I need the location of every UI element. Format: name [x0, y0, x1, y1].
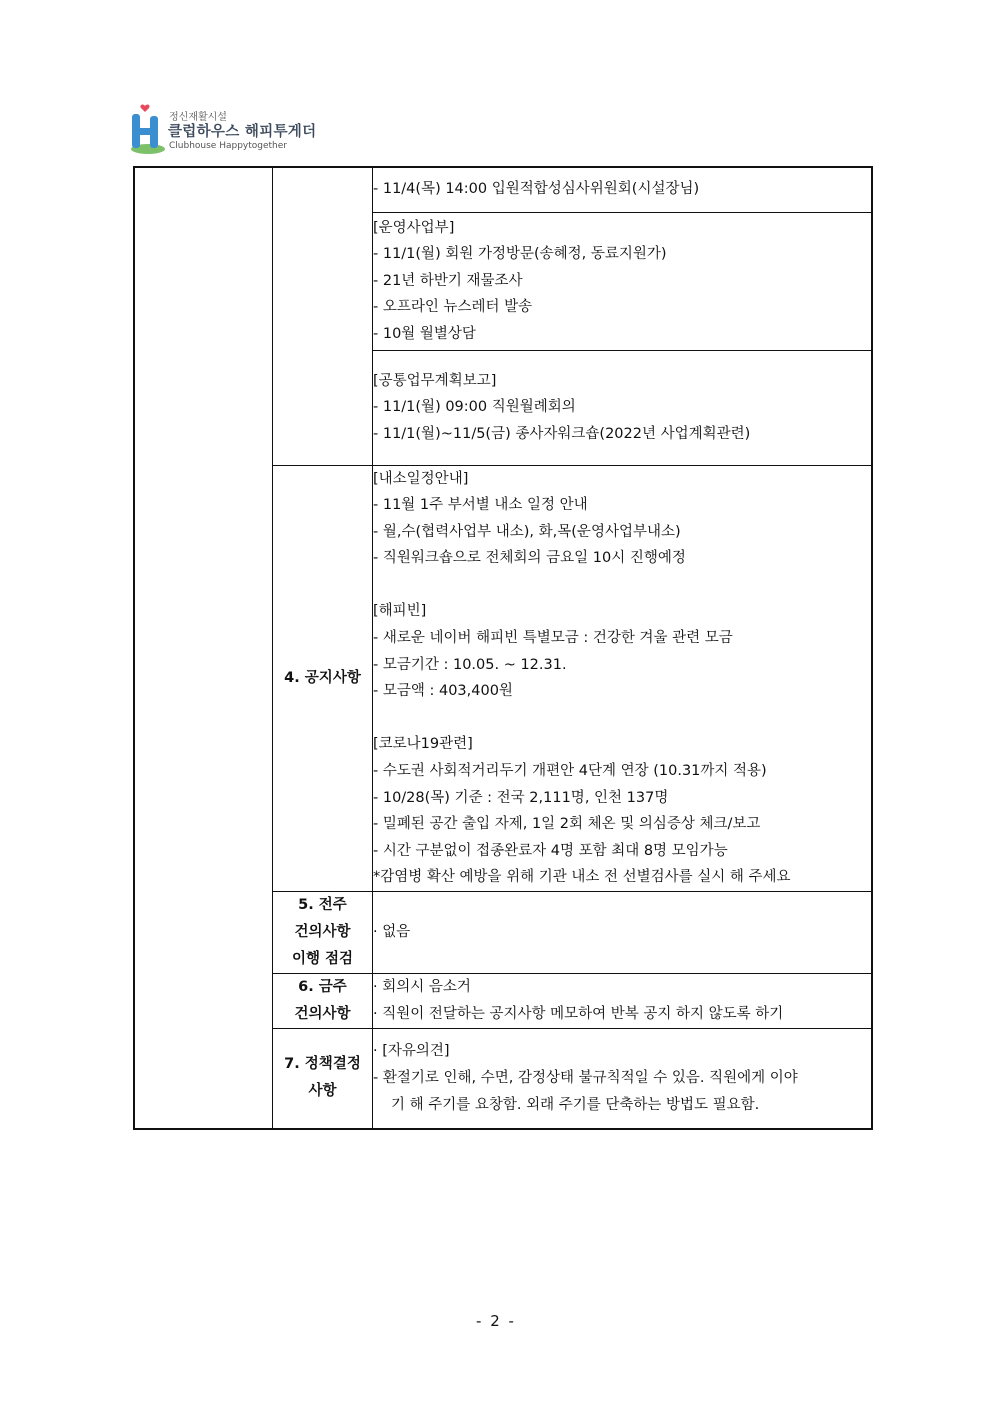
text-line: - 수도권 사회적거리두기 개편안 4단계 연장 (10.31까지 적용) [373, 763, 767, 780]
notices-label [273, 465, 373, 892]
section-heading: [코로나19관련] [373, 736, 473, 753]
section-heading: [내소일정안내] [373, 470, 469, 487]
empty-left-column [134, 167, 273, 1129]
text-line: - 11/4(목) 14:00 입원적합성심사위원회(시설장님) [373, 181, 700, 198]
text-line: - 10/28(목) 기준 : 전국 2,111명, 인천 137명 [373, 789, 669, 806]
policy-decisions-cell [373, 1029, 873, 1129]
logo-h-mark-icon [128, 102, 168, 158]
label-line: 5. 전주 [298, 897, 347, 913]
logo-english-name: Clubhouse Happytogether [169, 141, 287, 151]
text-line: - 오프라인 뉴스레터 발송 [373, 299, 533, 316]
common-plan-cell [373, 350, 873, 465]
label-line: 건의사항 [294, 1006, 351, 1022]
text-line: - 10월 월별상담 [373, 325, 476, 342]
section-heading: [해피빈] [373, 603, 427, 620]
text-line: - 11/1(월) 09:00 직원월례회의 [373, 399, 576, 416]
section-heading: [운영사업부] [373, 219, 455, 236]
label-line: 7. 정책결정 [284, 1056, 361, 1073]
spacer [373, 572, 871, 599]
text-line: *감염병 확산 예방을 위해 기관 내소 전 선별검사를 실시 해 주세요 [373, 869, 791, 886]
text-line: · 회의시 음소거 [373, 979, 471, 996]
policy-decisions-label [273, 1029, 373, 1129]
this-week-suggestions-cell [373, 974, 873, 1029]
text-line: - 직원워크숍으로 전체회의 금요일 10시 진행예정 [373, 550, 686, 567]
text-line: - 월,수(협력사업부 내소), 화,목(운영사업부내소) [373, 523, 681, 540]
schedule-cell [373, 167, 873, 212]
text-line: - 환절기로 인해, 수면, 감정상태 불규칙적일 수 있음. 직원에게 이야 [373, 1069, 798, 1086]
text-line: - 모금기간 : 10.05. ~ 12.31. [373, 656, 567, 673]
logo-subtitle: 정신재활시설 [169, 112, 227, 123]
notices-cell [373, 465, 873, 892]
clubhouse-logo [128, 102, 368, 158]
label-line: 사항 [308, 1083, 337, 1100]
text-line: - 21년 하반기 재물조사 [373, 272, 523, 289]
row-label-empty [273, 167, 373, 465]
meeting-minutes-table [133, 166, 873, 1130]
notices-label-text: 4. 공지사항 [284, 669, 361, 686]
text-line: · 직원이 전달하는 공지사항 메모하여 반복 공지 하지 않도록 하기 [373, 1006, 784, 1022]
this-week-suggestions-label [273, 974, 373, 1029]
label-line: 6. 금주 [298, 979, 347, 995]
text-line: - 시간 구분없이 접종완료자 4명 포함 최대 8명 모임가능 [373, 842, 728, 859]
text-line: 기 해 주기를 요창함. 외래 주기를 단축하는 방법도 필요함. [391, 1096, 760, 1113]
text-line: - 11/1(월) 회원 가정방문(송혜정, 동료지원가) [373, 246, 667, 263]
label-line: 이행 점검 [291, 951, 354, 967]
text-line: - 11월 1주 부서별 내소 일정 안내 [373, 497, 588, 514]
operations-dept-cell [373, 212, 873, 350]
section-heading: [공통업무계획보고] [373, 372, 497, 389]
text-line: - 모금액 : 403,400원 [373, 683, 513, 700]
text-line: - 밀폐된 공간 출입 자제, 1일 2회 체온 및 의심증상 체크/보고 [373, 816, 761, 833]
page-number: - 2 - [476, 1312, 516, 1330]
section-heading: · [자유의견] [373, 1043, 450, 1060]
prev-suggestions-label [273, 892, 373, 974]
table-row [134, 167, 872, 212]
text-line: - 새로운 네이버 해피빈 특별모금 : 건강한 겨울 관련 모금 [373, 630, 733, 647]
logo-title: 클럽하우스 해피투게더 [168, 124, 317, 140]
text-line: · 없음 [373, 924, 411, 941]
prev-suggestions-cell [373, 892, 873, 974]
label-line: 건의사항 [294, 924, 351, 940]
text-line: - 11/1(월)~11/5(금) 종사자워크숍(2022년 사업계획관련) [373, 425, 751, 442]
spacer [373, 705, 871, 732]
